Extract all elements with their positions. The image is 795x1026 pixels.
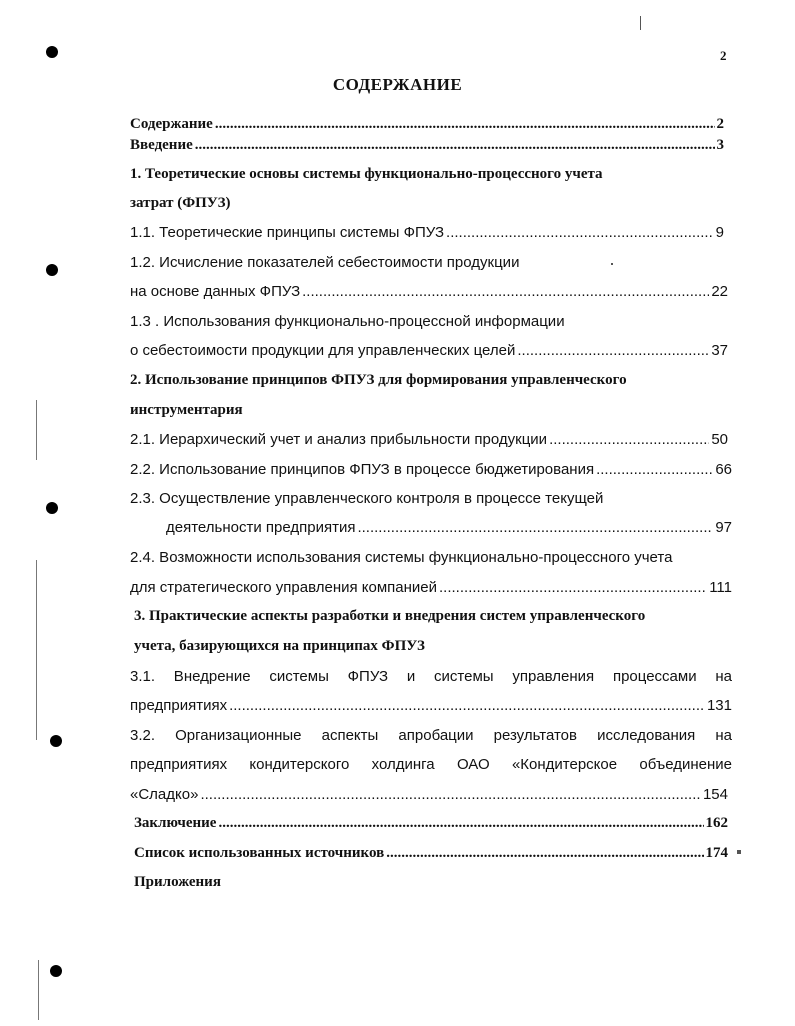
punch-hole [46,46,58,58]
chapter-2-heading: 2. Использование принципов ФПУЗ для формирования управленческого [130,372,627,388]
scan-speck [737,850,741,854]
chapter-1-heading-cont: затрат (ФПУЗ) [130,195,231,211]
toc-page: 174 [705,845,728,861]
toc-entry-2-3-line1: 2.3. Осуществление управленческого контроля в процессе текущей [130,490,604,507]
toc-page: 9 [715,224,724,241]
punch-hole [50,735,62,747]
toc-entry-1-2 [130,283,728,300]
toc-entry-2-4-line1: 2.4. Возможности использования системы функционально-процессного учета [130,549,673,566]
toc-page: 37 [711,342,728,359]
dot-leader [596,461,713,478]
chapter-1-heading: 1. Теоретические основы системы функционально-процессного учета [130,166,603,182]
toc-label: для стратегического управления компанией [130,579,438,596]
toc-label: Содержание [130,116,213,132]
dot-leader [386,845,703,862]
dot-leader [229,697,705,714]
toc-page: 22 [711,283,728,300]
chapter-2-heading-cont: инструментария [130,402,243,418]
toc-page: 66 [715,461,732,478]
toc-entry-2-2 [130,461,732,478]
scan-speck [611,263,613,265]
toc-label: Список использованных источников [134,845,385,861]
dot-leader [549,431,709,448]
toc-label: 1.1. Теоретические принципы системы ФПУЗ [130,224,445,241]
toc-entry-1-3-line1: 1.3 . Использования функционально-процессной информации [130,313,565,330]
toc-entry-conclusion [134,815,728,832]
toc-entry-3-2 [130,786,728,803]
dot-leader [439,579,707,596]
scan-speck [640,16,641,30]
toc-entry-1-3 [130,342,728,359]
toc-entry-1-1 [130,224,724,241]
toc-label: на основе данных ФПУЗ [130,283,301,300]
toc-entry-sources [134,845,728,862]
toc-page: 2 [716,116,724,132]
scan-edge [38,960,39,1020]
toc-entry-1-2-line1: 1.2. Исчисление показателей себестоимости продукции [130,254,520,271]
dot-leader [200,786,701,803]
toc-page: 3 [716,137,724,153]
toc-entry-3-1-line1: 3.1. Внедрение системы ФПУЗ и системы управления процессами на [130,668,732,685]
toc-label: 2.2. Использование принципов ФПУЗ в процессе бюджетирования [130,461,595,478]
dot-leader [302,283,709,300]
toc-label: «Сладко» [130,786,199,803]
scan-edge [36,560,37,740]
scan-edge [36,400,37,460]
toc-entry-intro [130,137,724,154]
dot-leader [195,137,715,154]
toc-entry-2-3 [166,519,732,536]
toc-label: 2.1. Иерархический учет и анализ прибыльности продукции [130,431,548,448]
toc-page: 131 [706,697,732,714]
punch-hole [46,264,58,276]
toc-page: 50 [711,431,728,448]
chapter-3-heading-cont: учета, базирующихся на принципах ФПУЗ [134,638,425,654]
punch-hole [50,965,62,977]
toc-label: Введение [130,137,193,153]
dot-leader [215,116,715,133]
toc-entry-appendix: Приложения [134,874,221,890]
toc-page: 162 [705,815,728,831]
dot-leader [446,224,714,241]
dot-leader [218,815,703,832]
toc-entry-2-4 [130,579,732,596]
toc-label: Заключение [134,815,217,831]
page-title: СОДЕРЖАНИЕ [332,75,463,94]
toc-page: 111 [709,579,732,596]
dot-leader [517,342,709,359]
toc-page: 154 [702,786,728,803]
dot-leader [357,519,713,536]
toc-label: о себестоимости продукции для управленческих целей [130,342,516,359]
toc-entry-3-1 [130,697,732,714]
toc-entry-2-1 [130,431,728,448]
punch-hole [46,502,58,514]
toc-label: предприятиях [130,697,228,714]
toc-entry-3-2-line1: 3.2. Организационные аспекты апробации результатов исследования на [130,727,732,744]
page-number: 2 [720,48,727,63]
toc-page: 97 [715,519,732,536]
toc-entry-content [130,116,724,133]
toc-label: деятельности предприятия [166,519,356,536]
chapter-3-heading: 3. Практические аспекты разработки и внедрения систем управленческого [134,608,646,624]
toc-entry-3-2-line2: предприятиях кондитерского холдинга ОАО «Кондитерское объединение [130,756,732,773]
